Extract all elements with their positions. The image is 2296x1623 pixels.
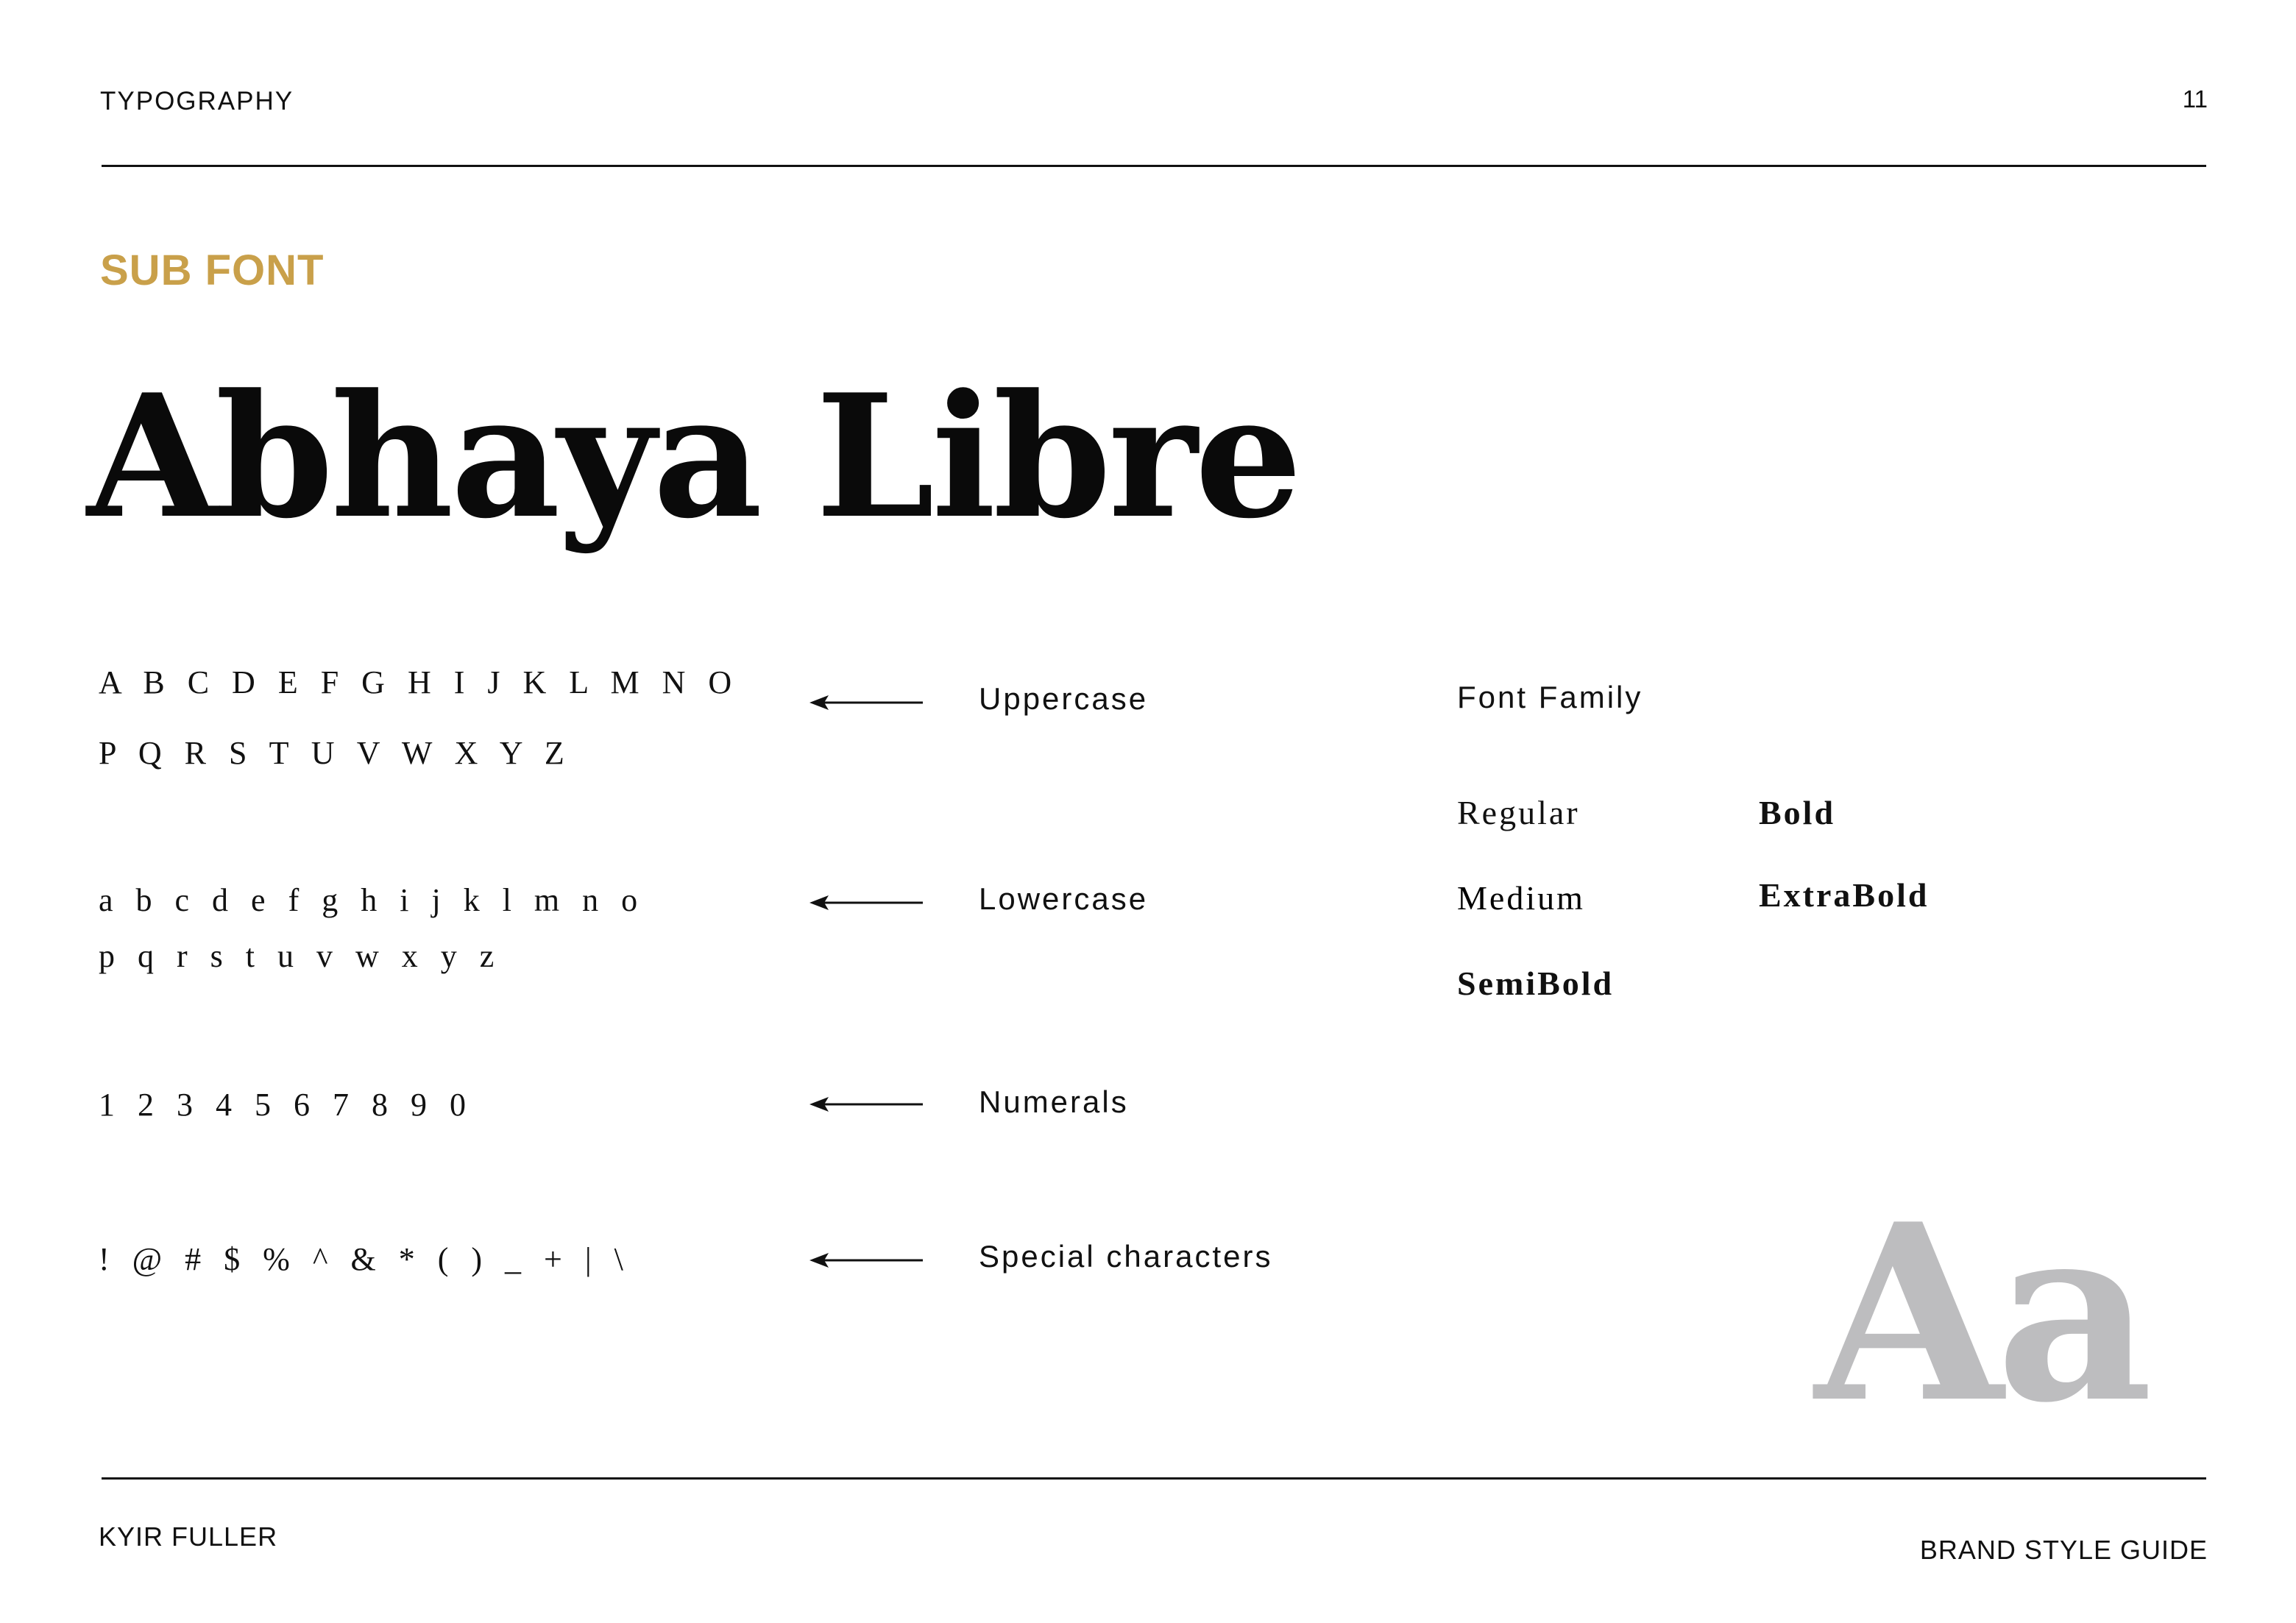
numerals-label: Numerals (979, 1084, 1129, 1119)
weight-extrabold: ExtraBold (1759, 876, 1930, 914)
lowercase-row-2: p q r s t u v w x y z (99, 938, 496, 974)
header-title: TYPOGRAPHY (100, 87, 294, 116)
uppercase-arrow-icon (809, 692, 923, 714)
lowercase-row-1: a b c d e f g h i j k l m n o (99, 882, 639, 918)
footer-divider (102, 1477, 2206, 1480)
weight-semibold: SemiBold (1457, 965, 1615, 1002)
aa-specimen: Aa (1815, 1171, 2146, 1456)
numerals-row: 1 2 3 4 5 6 7 8 9 0 (99, 1087, 467, 1123)
special-arrow-icon (809, 1249, 923, 1271)
weight-medium: Medium (1457, 879, 1585, 917)
lowercase-label: Lowercase (979, 881, 1149, 916)
numerals-arrow-icon (809, 1093, 923, 1115)
font-family-label: Font Family (1457, 680, 1643, 714)
weight-bold: Bold (1759, 794, 1836, 831)
lowercase-arrow-icon (809, 892, 923, 914)
uppercase-label: Uppercase (979, 681, 1149, 716)
special-characters-row: ! @ # $ % ^ & * ( ) _ + | \ (99, 1241, 625, 1277)
footer-author: KYIR FULLER (99, 1521, 278, 1552)
special-characters-label: Special characters (979, 1239, 1273, 1274)
header-divider (102, 165, 2206, 167)
weight-regular: Regular (1457, 794, 1580, 831)
footer-document-title: BRAND STYLE GUIDE (1919, 1535, 2208, 1565)
page-number: 11 (2182, 85, 2208, 113)
uppercase-row-1: A B C D E F G H I J K L M N O (99, 664, 734, 700)
section-title: SUB FONT (100, 246, 325, 294)
font-name-display: Abhaya Libre (87, 358, 1300, 556)
uppercase-row-2: P Q R S T U V W X Y Z (99, 735, 566, 771)
